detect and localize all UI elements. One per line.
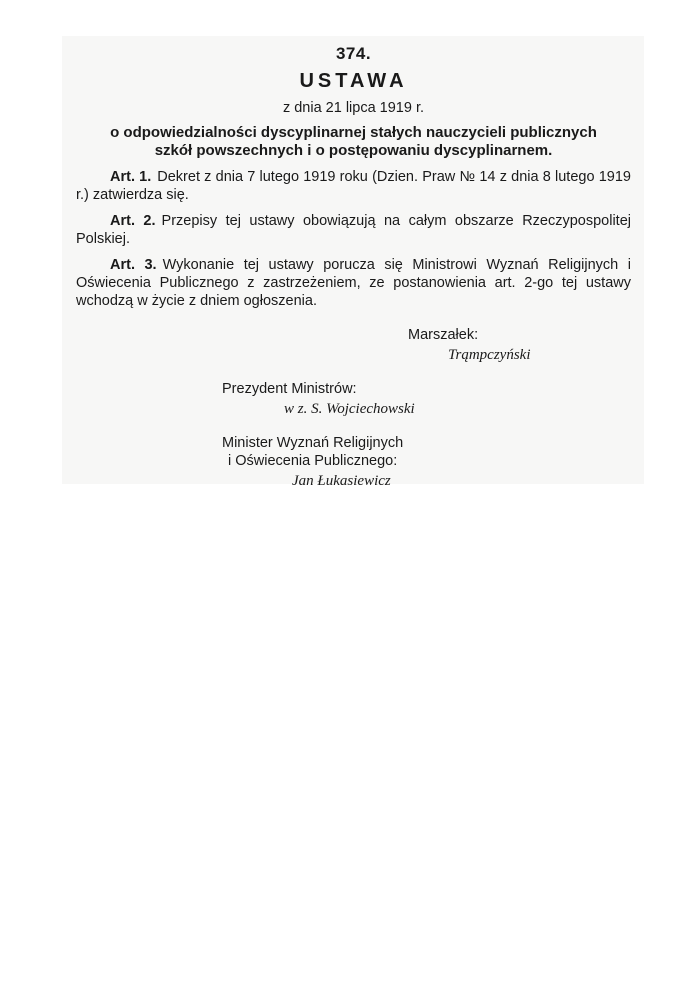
signature-marshal [408,326,631,364]
article-3 [76,256,631,310]
act-number: 374. [335,44,372,63]
signature-role: Minister Wyznań Religijnych [222,435,404,451]
signature-name: Jan Łukasiewicz [292,473,391,489]
article-1 [76,168,631,204]
signature-role: Marszałek: [408,327,479,343]
signature-prime-minister [222,380,631,418]
act-title [76,124,631,160]
act-title-line-2: szkół powszechnych i o postępowaniu dyscyplinarnem. [154,142,553,159]
article-label: Art. 1. [110,169,152,185]
signature-minister [222,434,631,490]
document-page [76,40,631,490]
article-text: Wykonanie tej ustawy porucza się Ministrowi Wyznań Religijnych i Oświecenia Publicznego z zastrzeżeniem, ze postanowienia art. 2-go tej ustawy wchodzą w życie z dniem ogłoszenia. [76,257,631,309]
act-date: z dnia 21 lipca 1919 r. [282,100,425,116]
article-label: Art. 3. [110,257,157,273]
signature-name: w z. S. Wojciechowski [284,401,415,417]
signature-role: Prezydent Ministrów: [222,381,357,397]
act-title-line-1: o odpowiedzialności dyscyplinarnej stałych nauczycieli publicznych [110,124,597,141]
signature-name: Trąmpczyński [448,347,531,363]
article-text: Dekret z dnia 7 lutego 1919 roku (Dzien. Praw № 14 z dnia 8 lutego 1919 r.) zatwierdza się. [76,169,631,203]
article-2 [76,212,631,248]
article-label: Art. 2. [110,213,156,229]
signature-role-continued: i Oświecenia Publicznego: [228,453,398,469]
act-type-heading: USTAWA [299,70,408,92]
article-text: Przepisy tej ustawy obowiązują na całym obszarze Rzeczypospolitej Polskiej. [76,213,631,247]
